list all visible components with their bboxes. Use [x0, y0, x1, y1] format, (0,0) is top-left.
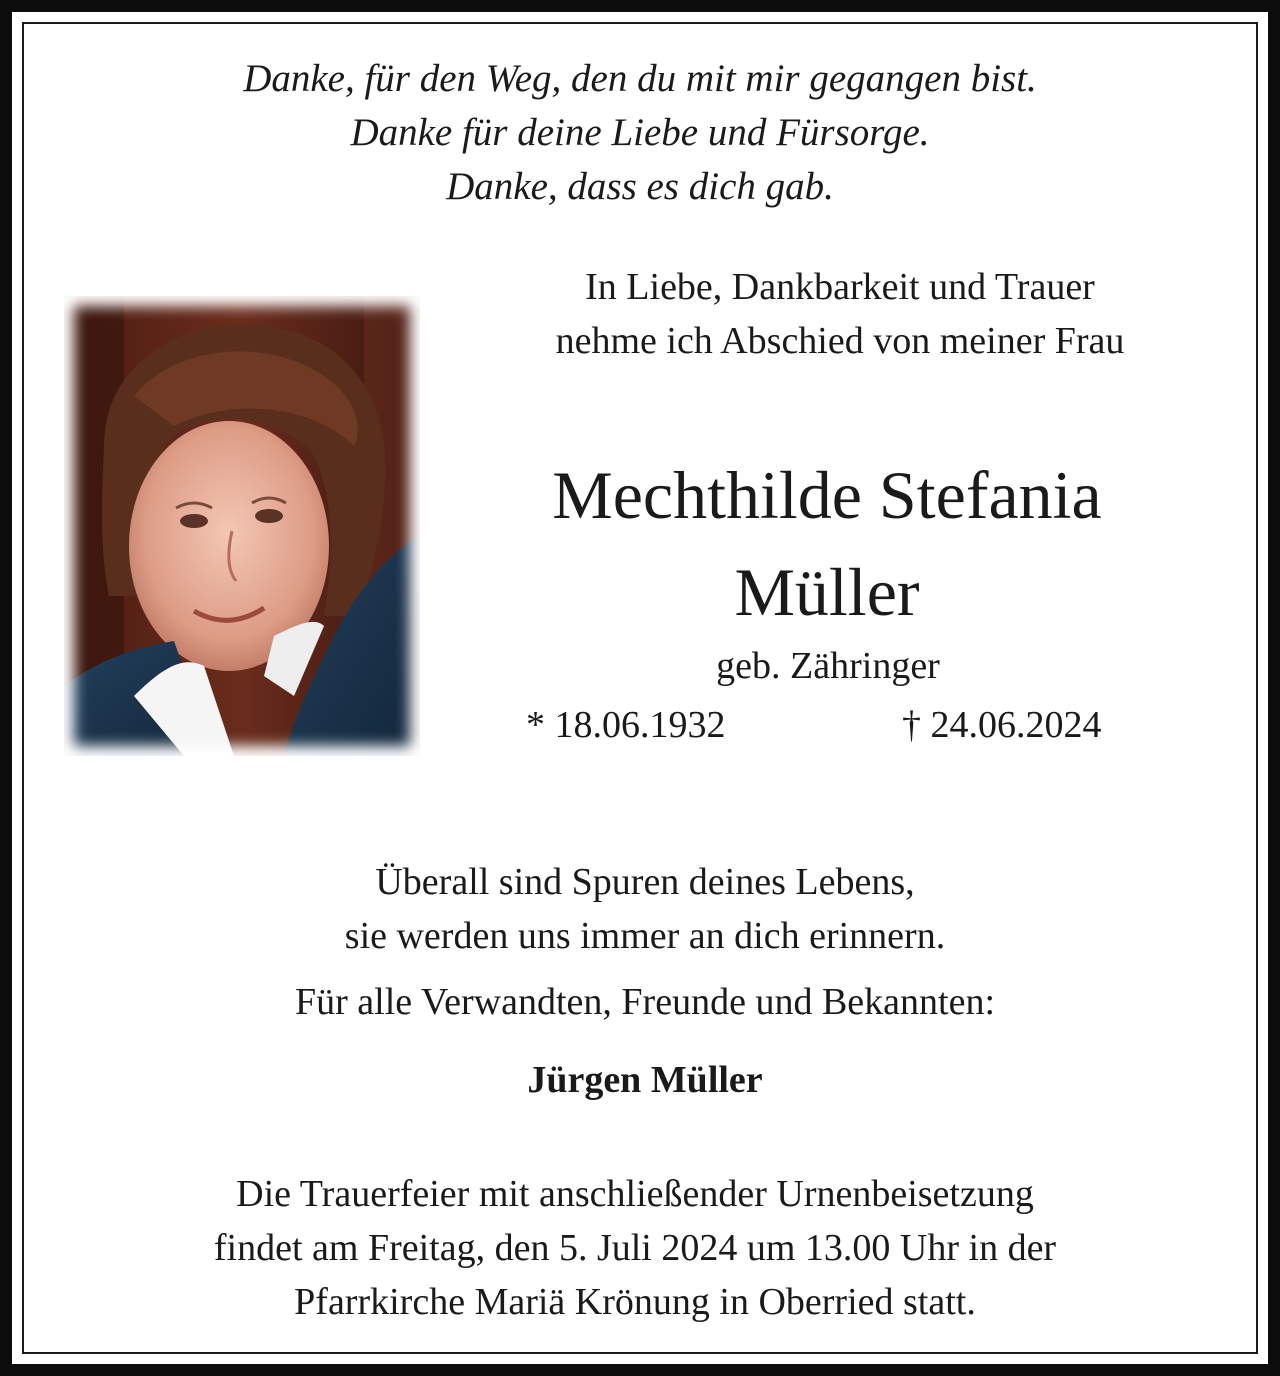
mourners-intro: Für alle Verwandten, Freunde und Bekannten:: [294, 981, 995, 1023]
mourner-name: Jürgen Müller: [527, 1059, 763, 1101]
memorial-line-1: Überall sind Spuren deines Lebens,: [375, 861, 915, 903]
memorial-line-2: sie werden uns immer an dich erinnern.: [344, 915, 946, 957]
ceremony-line-1: Die Trauerfeier mit anschließender Urnenbeisetzung: [236, 1173, 1034, 1215]
birth-date: * 18.06.1932: [526, 704, 726, 746]
ceremony-line-3: Pfarrkirche Mariä Krönung in Oberried statt.: [294, 1281, 976, 1323]
quote-line-3: Danke, dass es dich gab.: [446, 165, 834, 208]
deceased-surname: Müller: [734, 554, 920, 630]
intro-line-1: In Liebe, Dankbarkeit und Trauer: [585, 266, 1095, 308]
deceased-first-names: Mechthilde Stefania: [552, 457, 1102, 533]
portrait-illustration: [64, 296, 420, 756]
intro-line-2: nehme ich Abschied von meiner Frau: [555, 320, 1125, 362]
death-date: † 24.06.2024: [902, 704, 1102, 746]
portrait-photo: [64, 296, 420, 756]
quote-line-1: Danke, für den Weg, den du mit mir gegangen bist.: [243, 57, 1037, 100]
quote-line-2: Danke für deine Liebe und Fürsorge.: [350, 111, 930, 154]
birth-name: geb. Zähringer: [716, 645, 940, 687]
ceremony-line-2: findet am Freitag, den 5. Juli 2024 um 13.00 Uhr in der: [213, 1227, 1057, 1269]
